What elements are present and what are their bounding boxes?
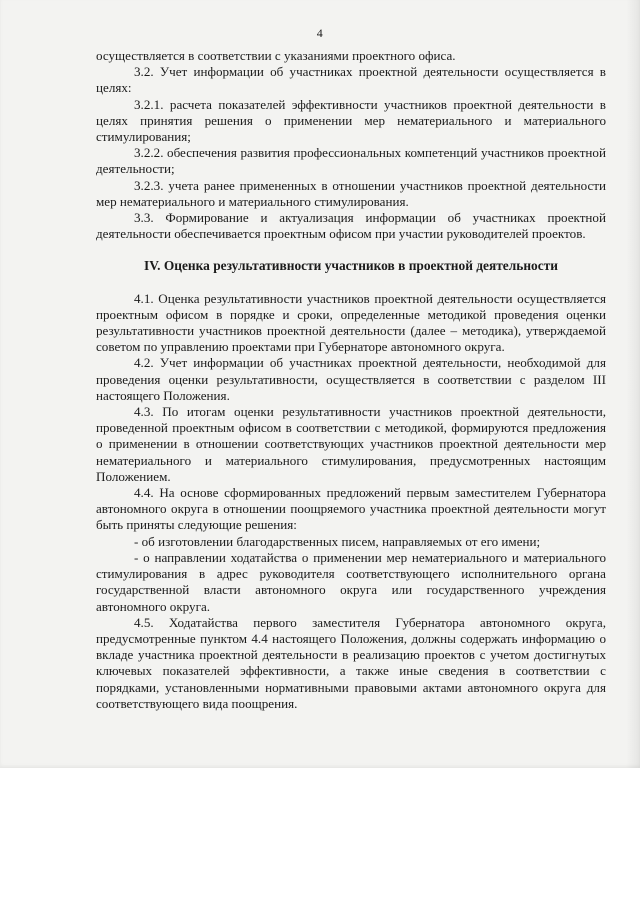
document-body bbox=[96, 48, 606, 712]
section-heading-4: IV. Оценка результативности участников в проектной деятельности bbox=[144, 258, 558, 274]
paragraph-4-2: 4.2. Учет информации об участниках проектной деятельности, необходимой для проведения оценки результативности, осуществляется в соответствии с разделом III настоящего Положения. bbox=[96, 355, 606, 403]
paragraph-4-1: 4.1. Оценка результативности участников проектной деятельности осуществляется проектным офисом в порядке и сроки, определенные методикой проведения оценки результативности участников проектной деятельности (далее – методика), утверждаемой советом по управлению проектами при Губернаторе автономного округа. bbox=[96, 290, 606, 355]
paragraph-4-4: 4.4. На основе сформированных предложений первым заместителем Губернатора автономного округа в отношении поощряемого участника проектной деятельности могут быть приняты следующие решения: bbox=[96, 485, 606, 533]
paragraph-3-3: 3.3. Формирование и актуализация информации об участниках проектной деятельности обеспечивается проектным офисом при участии руководителей проектов. bbox=[96, 210, 606, 242]
list-item-thank-you-letters: - об изготовлении благодарственных писем, направляемых от его имени; bbox=[134, 533, 541, 549]
paragraph-4-5: 4.5. Ходатайства первого заместителя Губернатора автономного округа, предусмотренные пунктом 4.4 настоящего Положения, должны содержать информацию о вкладе участника проектной деятельности в реализацию проектов с учетом достигнутых ключевых показателей эффективности, а также иные сведения в соответствии с порядками, установленными нормативными правовыми актами автономного округа для соответствующего вида поощрения. bbox=[96, 614, 606, 711]
paragraph-3-2: 3.2. Учет информации об участниках проектной деятельности осуществляется в целях: bbox=[96, 64, 606, 96]
page-number: 4 bbox=[316, 26, 324, 40]
paragraph-3-2-3: 3.2.3. учета ранее примененных в отношении участников проектной деятельности мер нематериального и материального стимулирования. bbox=[96, 177, 606, 209]
list-item-petition: - о направлении ходатайства о применении мер нематериального и материального стимулирования в адрес руководителя соответствующего исполнительного органа государственной власти автономного округа или государственного учреждения автономного округа. bbox=[96, 549, 606, 614]
paragraph-3-1-end: осуществляется в соответствии с указаниями проектного офиса. bbox=[96, 48, 456, 63]
paragraph-3-2-2: 3.2.2. обеспечения развития профессиональных компетенций участников проектной деятельности; bbox=[96, 145, 606, 177]
paragraph-4-3: 4.3. По итогам оценки результативности участников проектной деятельности, проведенной проектным офисом в соответствии с методикой, формируются предложения о применении в отношении соответствующих участников проектной деятельности мер нематериального и материального стимулирования, предусмотренных настоящим Положением. bbox=[96, 404, 606, 484]
paragraph-3-2-1: 3.2.1. расчета показателей эффективности участников проектной деятельности в целях принятия решения о применении мер нематериального и материального стимулирования; bbox=[96, 96, 606, 145]
